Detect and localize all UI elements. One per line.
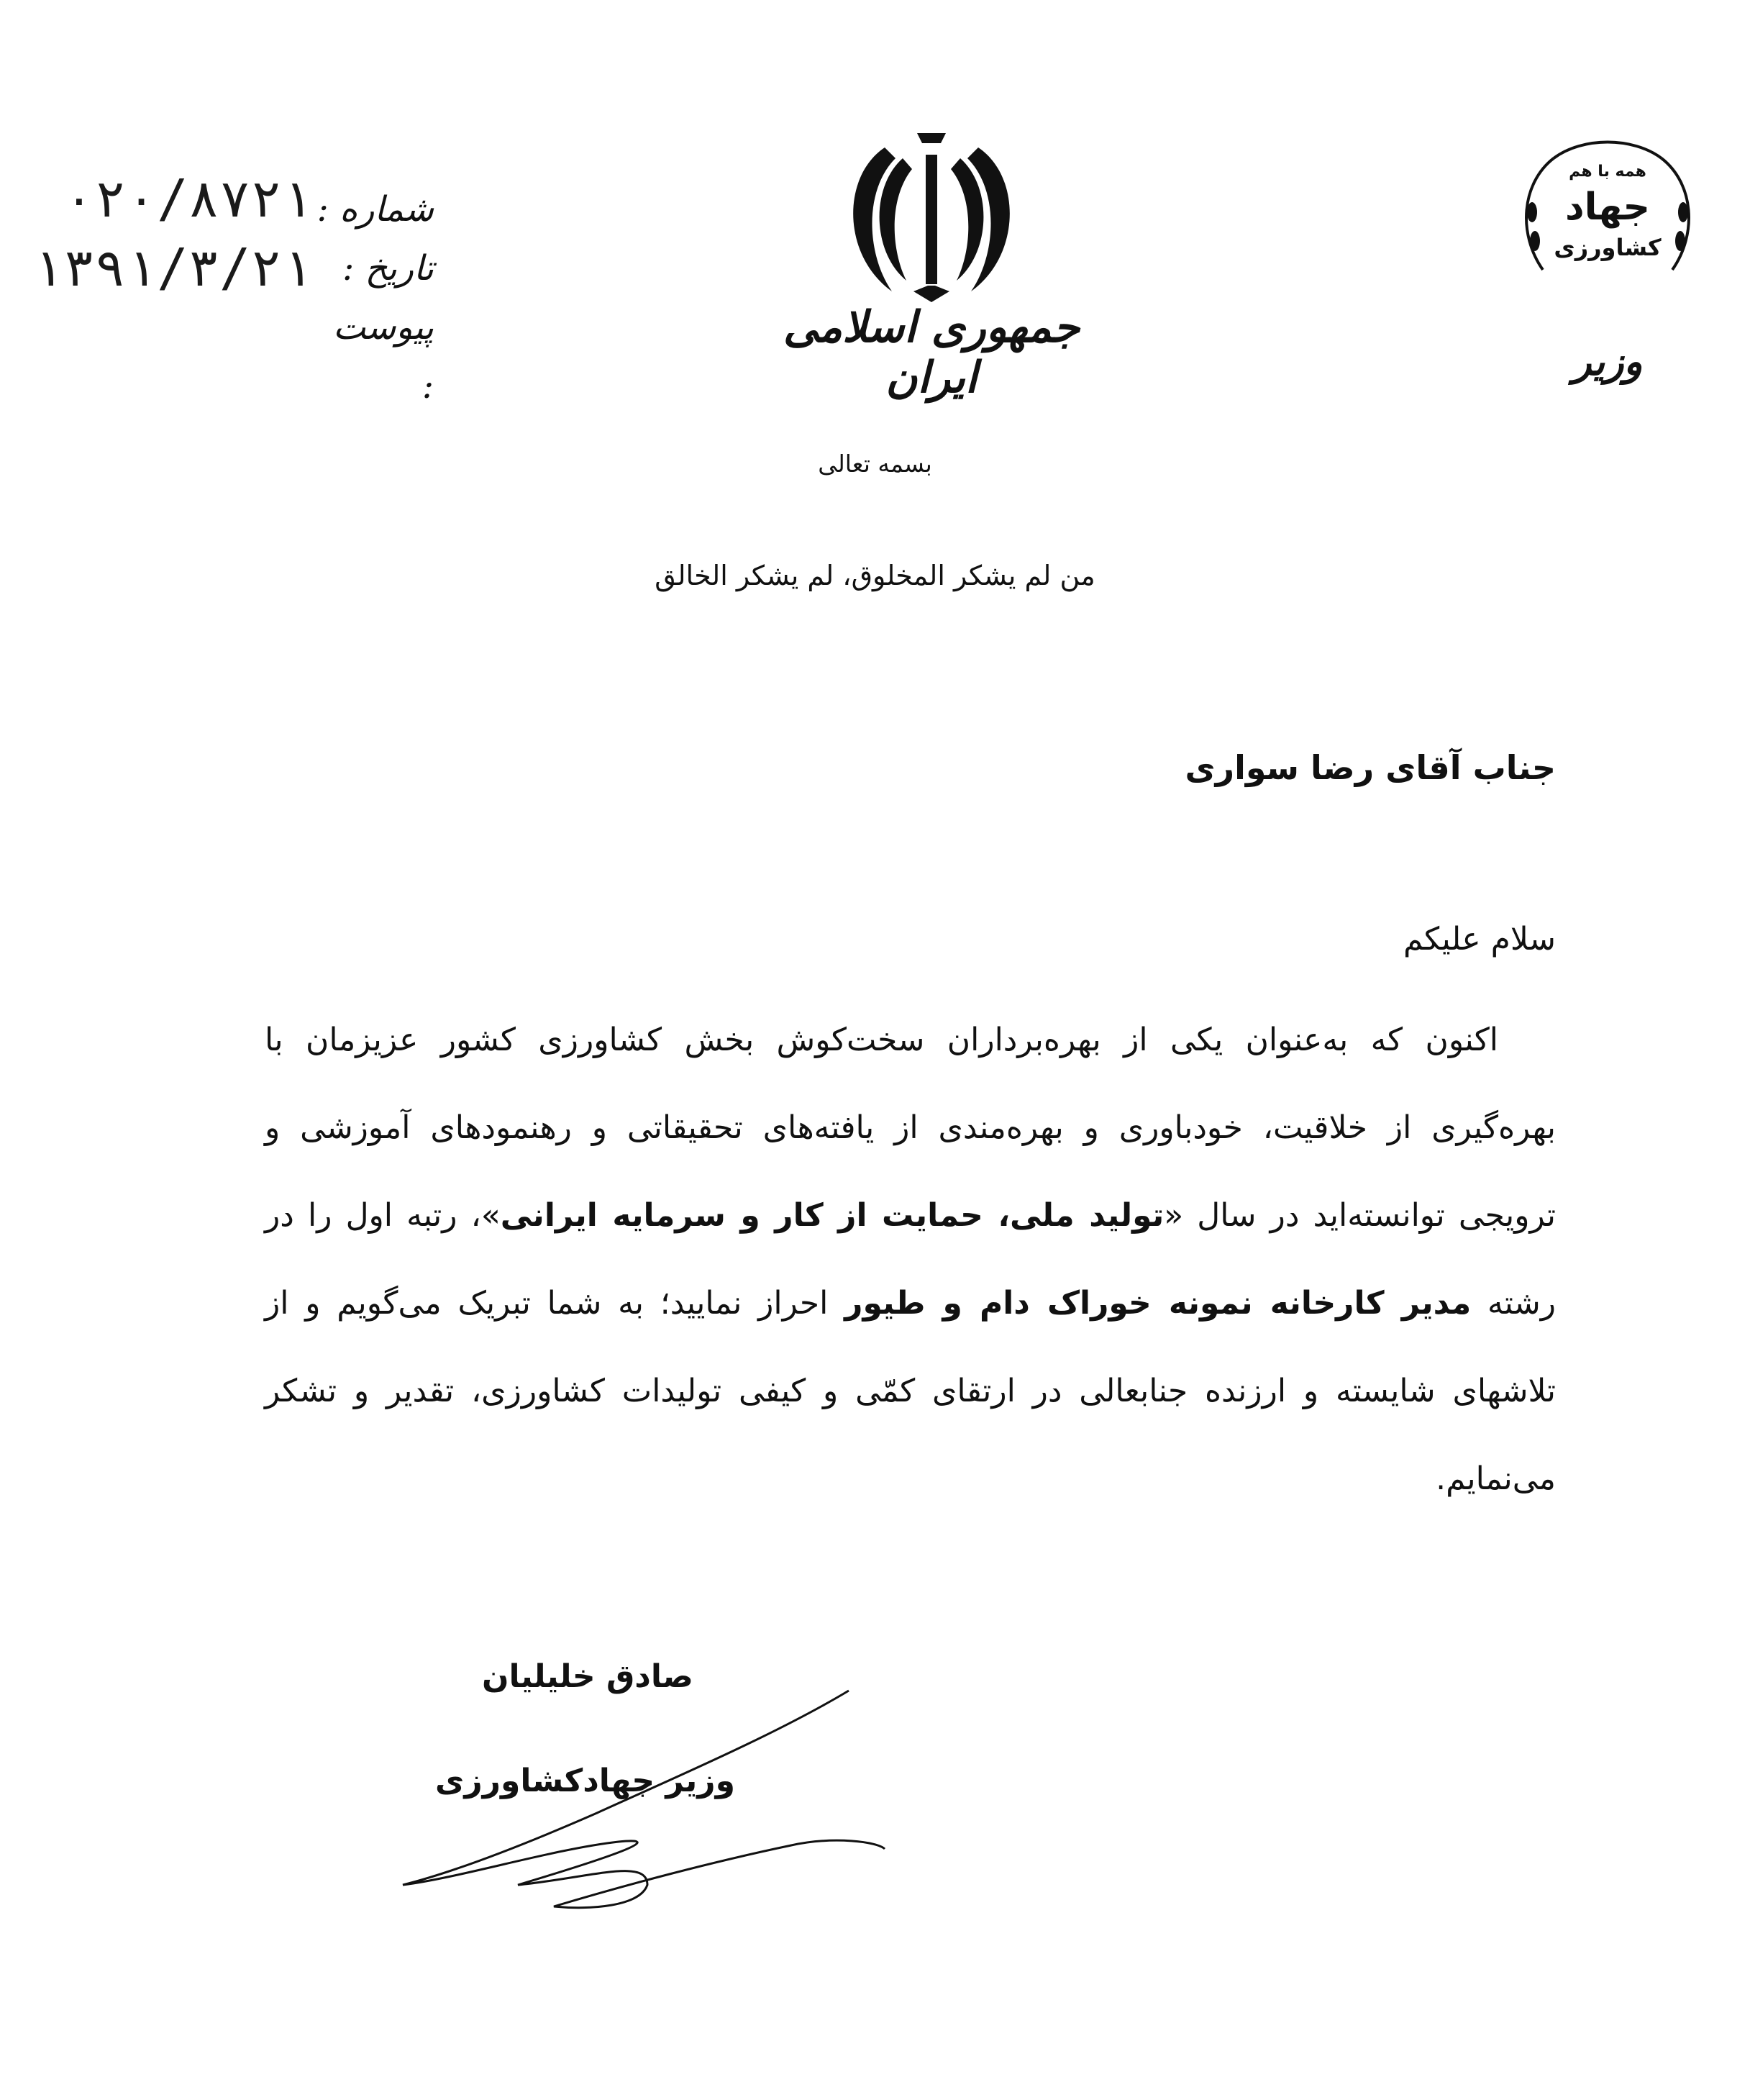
body-bold-1: تولید ملی، حمایت از کار و سرمایه ایرانی: [500, 1197, 1165, 1234]
letter-body: [265, 996, 1556, 1523]
handwritten-signature-icon: [374, 1669, 892, 1914]
logo-name-line2: کشاورزی: [1554, 234, 1662, 261]
country-name: جمهوری اسلامی ایران: [783, 302, 1080, 403]
number-value: ۰۲۰/۸۷۲۱: [63, 168, 313, 229]
attachment-label: پیوست :: [333, 307, 434, 406]
letter-meta-values: [32, 164, 313, 302]
date-label: تاریخ :: [342, 248, 434, 288]
logo-role: وزیر: [1572, 338, 1643, 384]
iran-emblem-icon: [827, 119, 1036, 306]
hadith-quote: من لم یشکر المخلوق، لم یشکر الخالق: [655, 560, 1095, 591]
signer-name: صادق خلیلیان: [482, 1658, 693, 1695]
body-part-1: اکنون که به‌عنوان یکی از بهره‌برداران سخت‌کوش بخش کشاورزی کشور عزیزمان با بهره‌گیری از خلاقیت، خودباوری و بهره‌مندی از یافته‌های تحقیقاتی و رهنمودهای آموزشی و ترویجی توانسته‌اید در سال «: [265, 1022, 1557, 1234]
body-part-3: احراز نمایید؛ به شما تبریک می‌گویم و از تلاشهای شایسته و ارزنده جنابعالی در ارتقای کمّی و کیفی تولیدات کشاورزی، تقدیر و تشکر می‌نمایم.: [265, 1285, 1556, 1497]
body-bold-2: مدیر کارخانه نمونه خوراک دام و طیور: [844, 1285, 1472, 1322]
addressee: جناب آقای رضا سواری: [1185, 748, 1556, 787]
date-value: ۱۳۹۱/۳/۲۱: [32, 237, 313, 298]
invocation: بسمه تعالی: [818, 450, 932, 478]
number-label: شماره :: [316, 189, 434, 229]
ministry-logo-icon: [1510, 126, 1705, 320]
signer-title: وزیر جهادکشاورزی: [435, 1763, 735, 1799]
body-part-2: »، رتبه اول را در رشته: [265, 1197, 1556, 1322]
logo-top-text: همه با هم: [1569, 163, 1646, 181]
greeting: سلام علیکم: [1403, 921, 1556, 958]
letter-meta-labels: [311, 180, 434, 416]
logo-name-line1: جهاد: [1564, 186, 1651, 229]
